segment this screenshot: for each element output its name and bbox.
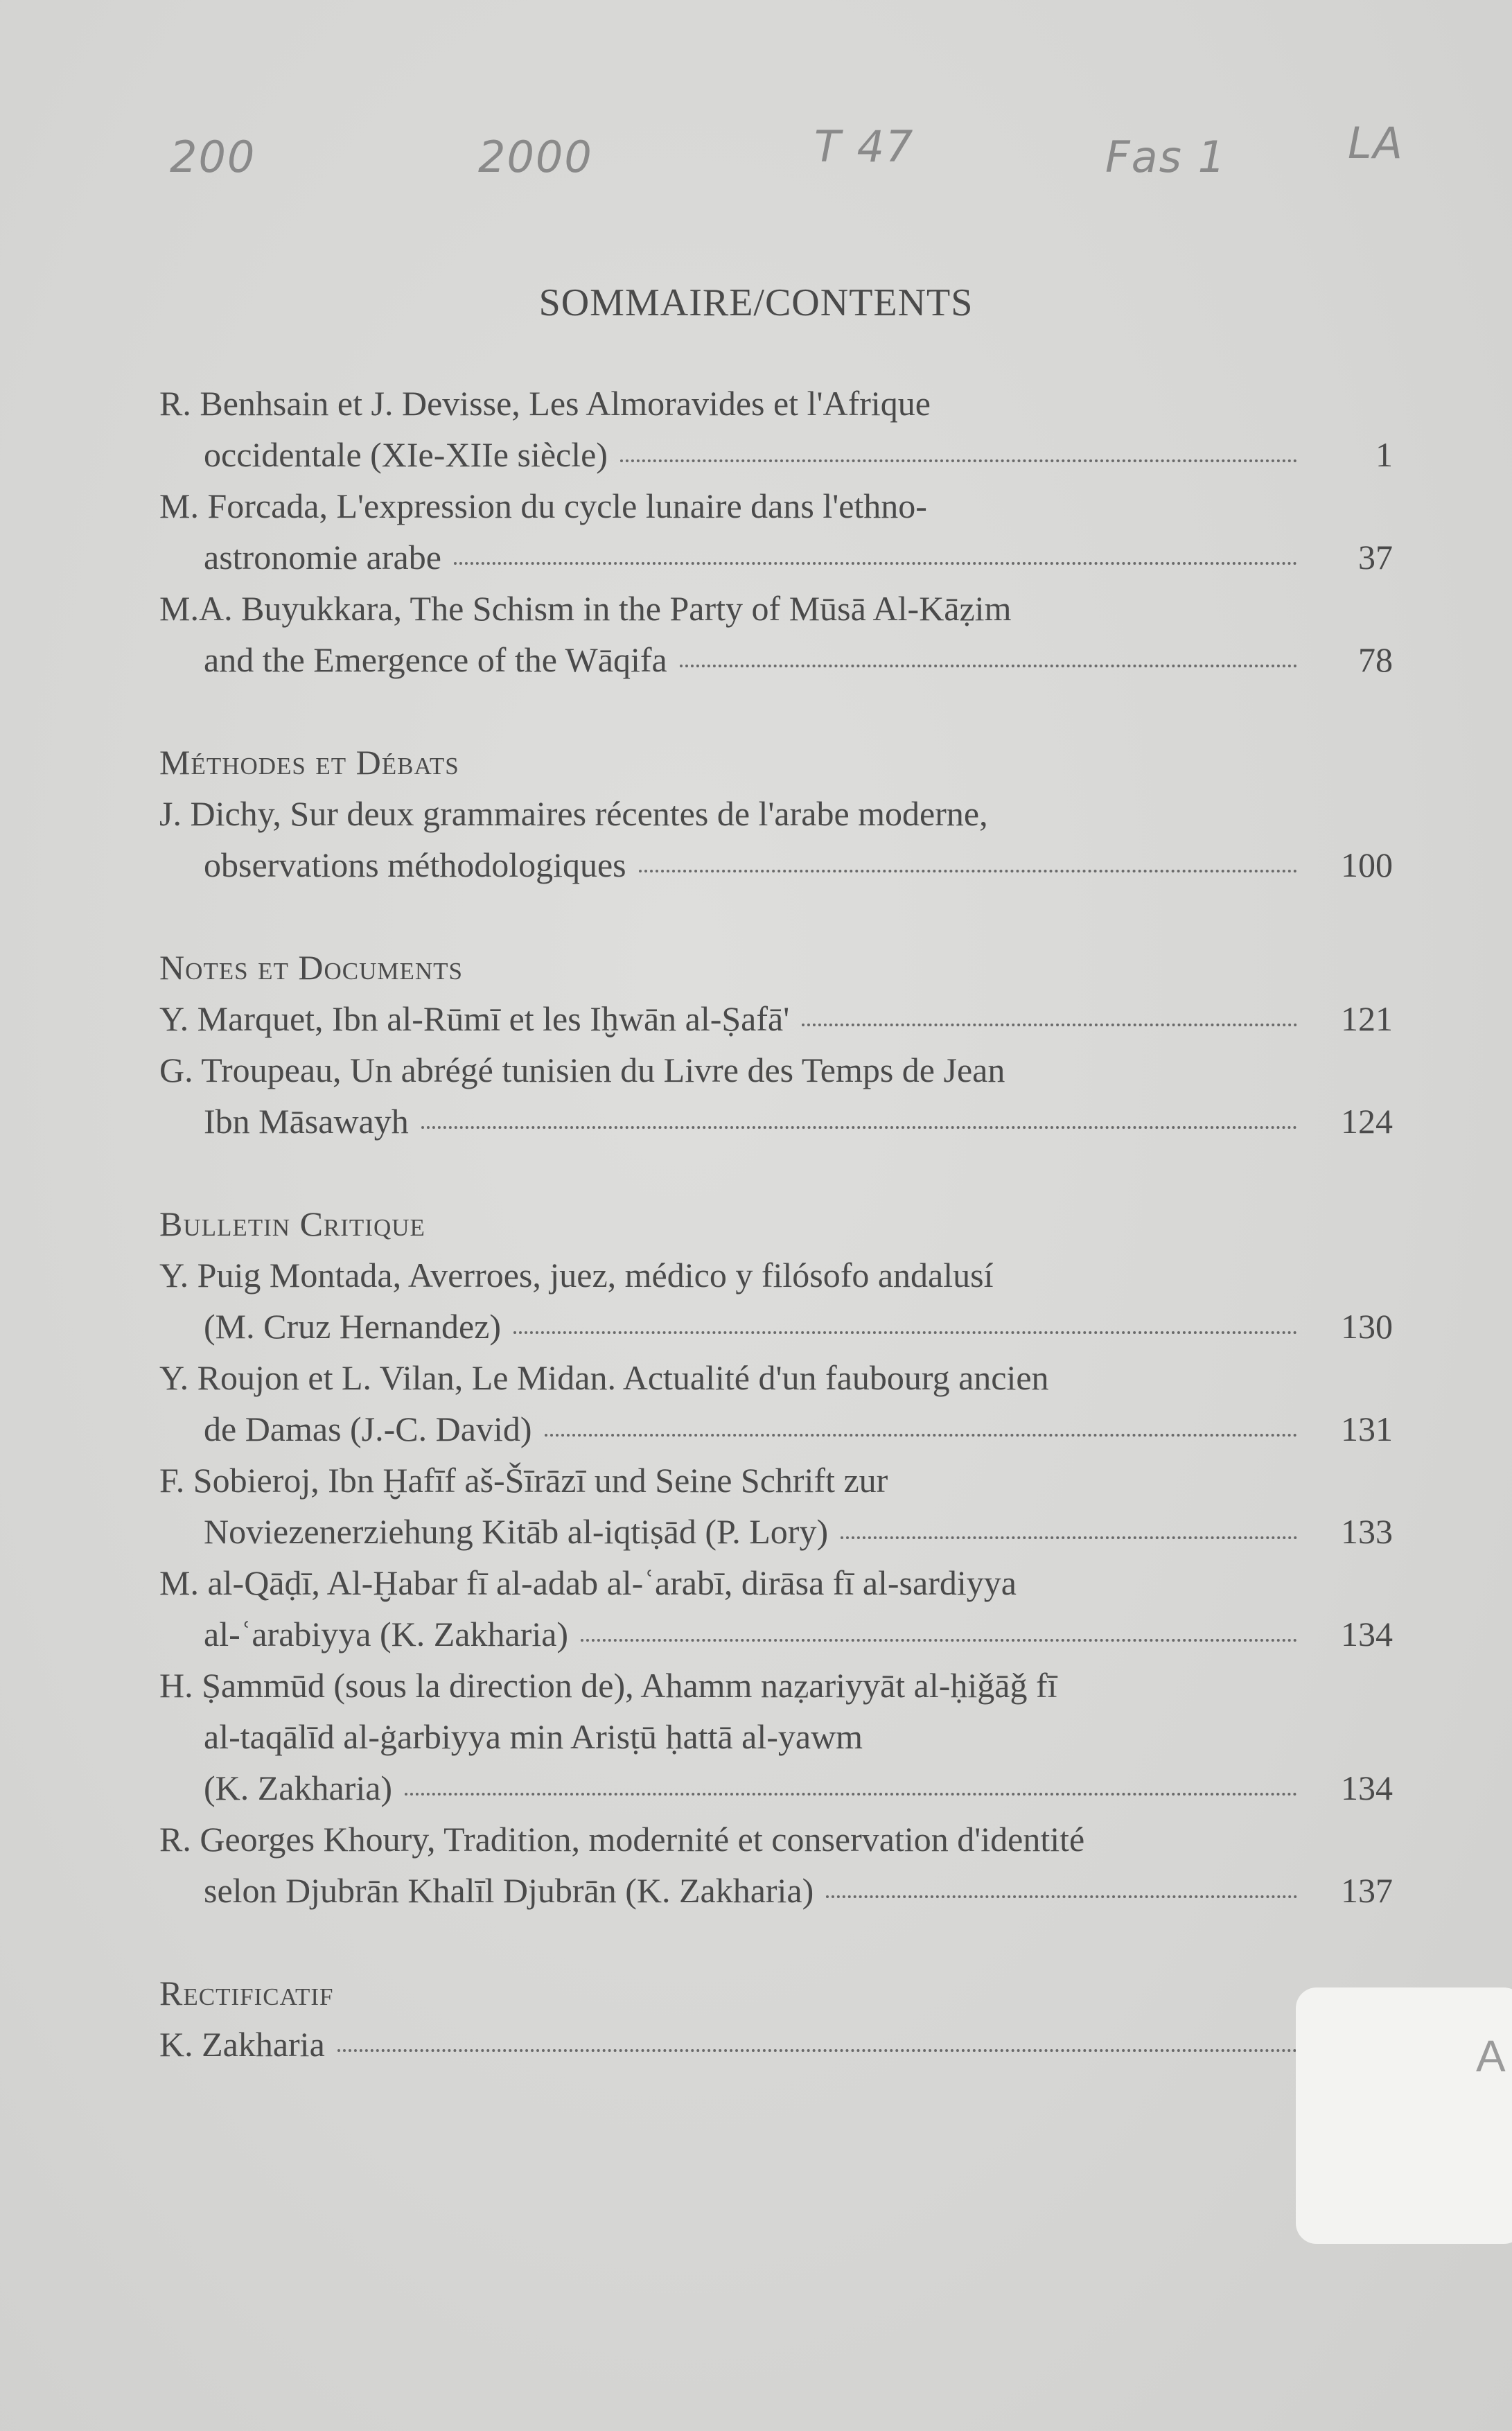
entry-line-cont: (K. Zakharia) <box>204 1769 393 1807</box>
entry-line-cont: Y. Marquet, Ibn al-Rūmī et les Iḫwān al-Ṣafā' <box>159 999 790 1038</box>
entry-line-cont: al-ʿarabiyya (K. Zakharia) <box>204 1615 569 1653</box>
page-title: SOMMAIRE/CONTENTS <box>538 281 974 324</box>
dot-leader <box>454 562 1297 565</box>
page-number: 137 <box>1341 1871 1393 1910</box>
toc-section-rectificatif <box>159 1967 1393 2070</box>
entry-line: M. Forcada, L'expression du cycle lunaire dans l'ethno- <box>159 486 927 525</box>
entry-line: J. Dichy, Sur deux grammaires récentes de l'arabe moderne, <box>159 794 988 833</box>
toc-section-notes <box>159 942 1393 1147</box>
entry-line: R. Benhsain et J. Devisse, Les Almoravides et l'Afrique <box>159 384 931 423</box>
dot-leader <box>620 459 1297 462</box>
section-heading: Rectificatif <box>159 1974 334 2012</box>
entry-line: F. Sobieroj, Ibn Ḫafīf aš-Šīrāzī und Seine Schrift zur <box>159 1461 888 1500</box>
entry-line-cont: astronomie arabe <box>204 538 441 577</box>
entry-line: G. Troupeau, Un abrégé tunisien du Livre des Temps de Jean <box>159 1051 1005 1089</box>
dot-leader <box>545 1434 1298 1437</box>
handwritten-note-2: 2000 <box>478 132 593 182</box>
toc-entry[interactable] <box>159 480 1393 583</box>
toc-entry[interactable] <box>159 583 1393 685</box>
page-number: 130 <box>1341 1307 1393 1346</box>
entry-line: Y. Roujon et L. Vilan, Le Midan. Actualité d'un faubourg ancien <box>159 1358 1049 1397</box>
toc-entry[interactable] <box>159 1660 1393 1814</box>
entry-line-cont: K. Zakharia <box>159 2025 325 2064</box>
toc-entry[interactable] <box>159 1352 1393 1455</box>
entry-line: R. Georges Khoury, Tradition, modernité et conservation d'identité <box>159 1820 1085 1859</box>
entry-line-cont: selon Djubrān Khalīl Djubrān (K. Zakharia) <box>204 1871 814 1910</box>
page-number: 1 <box>1375 435 1393 474</box>
toc-section-articles <box>159 378 1393 685</box>
dot-leader <box>405 1793 1297 1796</box>
section-heading: Méthodes et Débats <box>159 743 459 782</box>
entry-line-cont: occidentale (XIe-XIIe siècle) <box>204 435 608 474</box>
page-number: 78 <box>1358 640 1393 679</box>
page-number: 131 <box>1341 1410 1393 1448</box>
toc-entry[interactable] <box>159 1455 1393 1557</box>
toc-entry[interactable] <box>159 1814 1393 1916</box>
entry-line-cont: Ibn Māsawayh <box>204 1102 409 1141</box>
handwritten-note-1: 200 <box>170 132 256 182</box>
index-tab <box>1296 1987 1512 2244</box>
toc-section-methodes <box>159 737 1393 890</box>
page-number: 134 <box>1341 1615 1393 1653</box>
page-number: 133 <box>1341 1512 1393 1551</box>
entry-line: H. Ṣammūd (sous la direction de), Ahamm naẓariyyāt al-ḥiǧāǧ fī <box>159 1666 1057 1705</box>
index-tab-letter: A <box>1476 2031 1506 2081</box>
entry-line: M.A. Buyukkara, The Schism in the Party of Mūsā Al-Kāẓim <box>159 589 1012 628</box>
toc-entry[interactable] <box>159 993 1393 1044</box>
page-number: 37 <box>1358 538 1393 577</box>
page-number: 134 <box>1341 1769 1393 1807</box>
entry-line-cont: (M. Cruz Hernandez) <box>204 1307 501 1346</box>
page-number: 100 <box>1341 845 1393 884</box>
toc-entry[interactable] <box>159 788 1393 890</box>
dot-leader <box>513 1331 1297 1334</box>
dot-leader <box>680 665 1297 667</box>
section-heading: Bulletin Critique <box>159 1204 425 1243</box>
entry-line-cont: and the Emergence of the Wāqifa <box>204 640 667 679</box>
dot-leader <box>421 1126 1297 1129</box>
entry-line: M. al-Qāḍī, Al-Ḫabar fī al-adab al-ʿarabī, dirāsa fī al-sardiyya <box>159 1563 1017 1602</box>
entry-line-cont: de Damas (J.-C. David) <box>204 1410 532 1448</box>
toc-section-bulletin <box>159 1198 1393 1916</box>
entry-line: al-taqālīd al-ġarbiyya min Arisṭū ḥattā al-yawm <box>204 1717 863 1756</box>
dot-leader <box>337 2049 1297 2052</box>
dot-leader <box>841 1536 1297 1539</box>
handwritten-note-3: T 47 <box>814 121 915 172</box>
page-number: 124 <box>1341 1102 1393 1141</box>
page-number: 121 <box>1341 999 1393 1038</box>
dot-leader <box>639 870 1297 872</box>
entry-line-cont: observations méthodologiques <box>204 845 626 884</box>
table-of-contents <box>159 378 1393 2070</box>
entry-line: Y. Puig Montada, Averroes, juez, médico y filósofo andalusí <box>159 1256 994 1295</box>
toc-entry[interactable] <box>159 378 1393 480</box>
section-heading: Notes et Documents <box>159 948 463 987</box>
toc-entry[interactable] <box>159 1249 1393 1352</box>
toc-entry[interactable] <box>159 1044 1393 1147</box>
dot-leader <box>802 1024 1297 1026</box>
dot-leader <box>826 1895 1297 1898</box>
dot-leader <box>581 1639 1297 1642</box>
toc-entry[interactable] <box>159 1557 1393 1660</box>
entry-line-cont: Noviezenerziehung Kitāb al-iqtiṣād (P. Lory) <box>204 1512 829 1551</box>
handwritten-note-5: LA <box>1348 118 1404 168</box>
toc-entry[interactable] <box>159 2019 1393 2070</box>
handwritten-note-4: Fas 1 <box>1105 132 1227 182</box>
